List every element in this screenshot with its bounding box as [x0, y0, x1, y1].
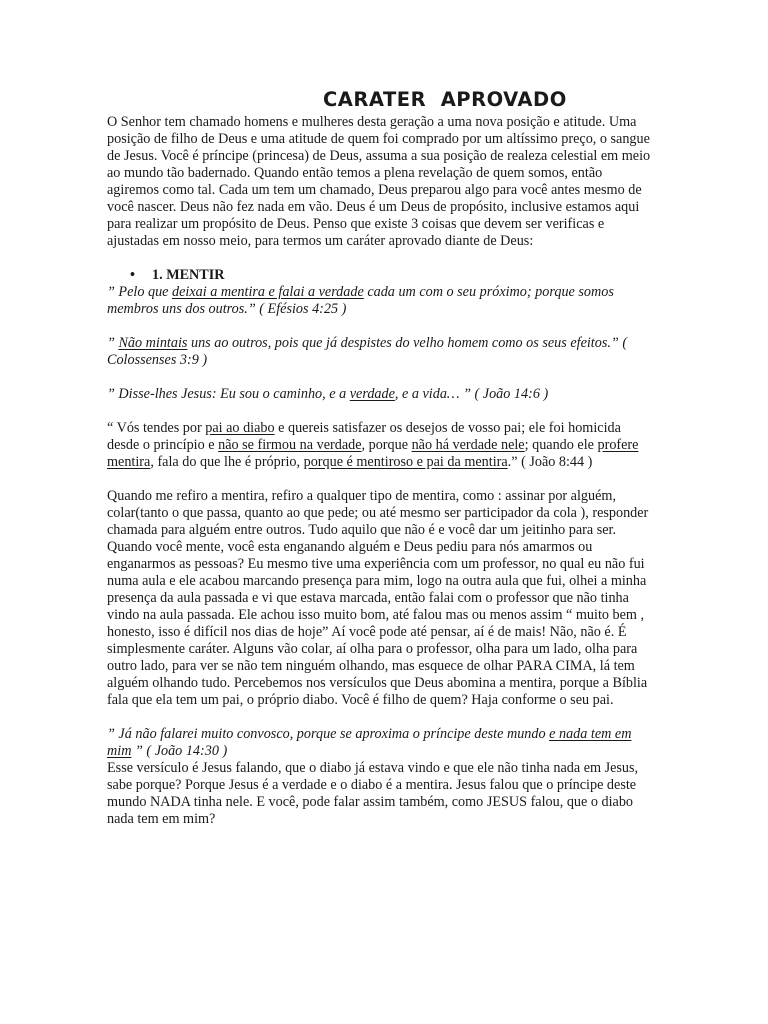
verse-colossenses: [107, 335, 652, 369]
verse-underline: não há verdade nele: [411, 437, 525, 453]
verse-text: uns ao outros, pois que já despistes do velho homem como os seus efeitos.” ( Colossenses 3:9 ): [107, 335, 628, 368]
verse-joao-14-30: [107, 726, 652, 760]
verse-underline: e nada tem em mim: [107, 726, 632, 759]
verse-underline: profere mentira: [107, 437, 639, 470]
bullet-icon: •: [130, 267, 135, 283]
verse-underline: Não mintais: [118, 335, 188, 351]
verse-text: , e a vida… ” ( João 14:6 ): [394, 386, 549, 402]
verse-text: ” Disse-lhes Jesus: Eu sou o caminho, e a: [107, 386, 350, 402]
verse-text: , fala do que lhe é próprio,: [150, 454, 304, 470]
verse-text: ” Pelo que: [107, 284, 173, 300]
body-paragraph-1: Quando me refiro a mentira, refiro a qualquer tipo de mentira, como : assinar por alguém, colar(tanto o que passa, quanto ao que pede; ou até mesmo ser participador da cola ), responder chamada para alguém entre outros. Tudo aquilo que não é e você dar um jeitinho para ser. Quando você mente, você esta enganando alguém e Deus pediu para nós amarmos ou enganarmos as pessoas? Eu mesmo tive uma experiência com um professor, no qual eu não fui numa aula e ele acabou marcando presença para mim, logo na outra aula que fui, olhei a minha presença da aula passada e vi que estava marcada, então falai com o professor que não tinha vindo na aula passada. Ele achou isso muito bom, até falou mas ou menos assim “ muito bem , honesto, isso é difícil nos dias de hoje” Aí você pode até pensar, aí é de mais! Não, não é. É simplesmente caráter. Alguns vão colar, aí olha para o professor, olha para um lado, olha para outro lado, para ver se não tem ninguém olhando, mas esquece de olhar PARA CIMA, lá tem alguém olhando tudo. Percebemos nos versículos que Deus abomina a mentira, porque a Bíblia fala que ela tem um pai, o próprio diabo. Você é filho de quem? Haja conforme o seu pai.: [107, 488, 649, 708]
verse-underline: não se firmou na verdade: [218, 437, 362, 453]
verse-text: “ Vós tendes por: [107, 420, 206, 436]
verse-underline: deixai a mentira e falai a verdade: [172, 284, 364, 300]
verse-text: cada um com o seu próximo; porque somos membros uns dos outros.” ( Efésios 4:25 ): [107, 284, 614, 317]
verse-efesios: [107, 284, 652, 318]
verse-text: , porque: [361, 437, 412, 453]
verse-text: ; quando ele: [524, 437, 598, 453]
verse-joao-8-44: [107, 420, 652, 471]
verse-text: .” ( João 8:44 ): [507, 454, 593, 470]
verse-underline: pai ao diabo: [205, 420, 275, 436]
spacer: [107, 318, 652, 335]
verse-text: e quereis satisfazer os desejos de vosso pai; ele foi homicida desde o princípio e: [107, 420, 621, 453]
intro-paragraph: O Senhor tem chamado homens e mulheres desta geração a uma nova posição e atitude. Uma posição de filho de Deus e uma atitude de quem foi comprado por um altíssimo preço, o sangue de Jesus. Você é príncipe (princesa) de Deus, assuma a sua posição de realeza celestial em meio ao mundo tão badernado. Quando então temos a plena revelação de quem somos, então agiremos como tal. Cada um tem um chamado, Deus preparou algo para você antes mesmo de você nascer. Deus não fez nada em vão. Deus é um Deus de propósito, inclusive estamos aqui para realizar um propósito de Deus. Penso que existe 3 coisas que devem ser verificas e ajustadas em nosso meio, para termos um caráter aprovado diante de Deus:: [107, 114, 651, 249]
section-heading: [107, 267, 652, 284]
verse-underline: verdade: [349, 386, 395, 402]
spacer: [107, 369, 652, 386]
verse-joao-14-6: [107, 386, 652, 403]
spacer: [107, 471, 652, 488]
spacer: [107, 403, 652, 420]
document-title: CARATER APROVADO: [323, 88, 567, 111]
document-page: [107, 86, 652, 828]
section-heading-text: 1. MENTIR: [152, 267, 225, 283]
verse-underline: porque é mentiroso e pai da mentira: [303, 454, 508, 470]
verse-text: ” ( João 14:30 ): [131, 743, 228, 759]
spacer: [107, 250, 652, 267]
verse-text: ” Já não falarei muito convosco, porque se aproxima o príncipe deste mundo: [107, 726, 550, 742]
verse-text: ”: [107, 335, 119, 351]
spacer: [107, 709, 652, 726]
body-paragraph-2: Esse versículo é Jesus falando, que o diabo já estava vindo e que ele não tinha nada em Jesus, sabe porque? Porque Jesus é a verdade e o diabo é a mentira. Jesus falou que o príncipe deste mundo NADA tinha nele. E você, pode falar assim também, como JESUS falou, que o diabo nada tem em mim?: [107, 760, 639, 827]
